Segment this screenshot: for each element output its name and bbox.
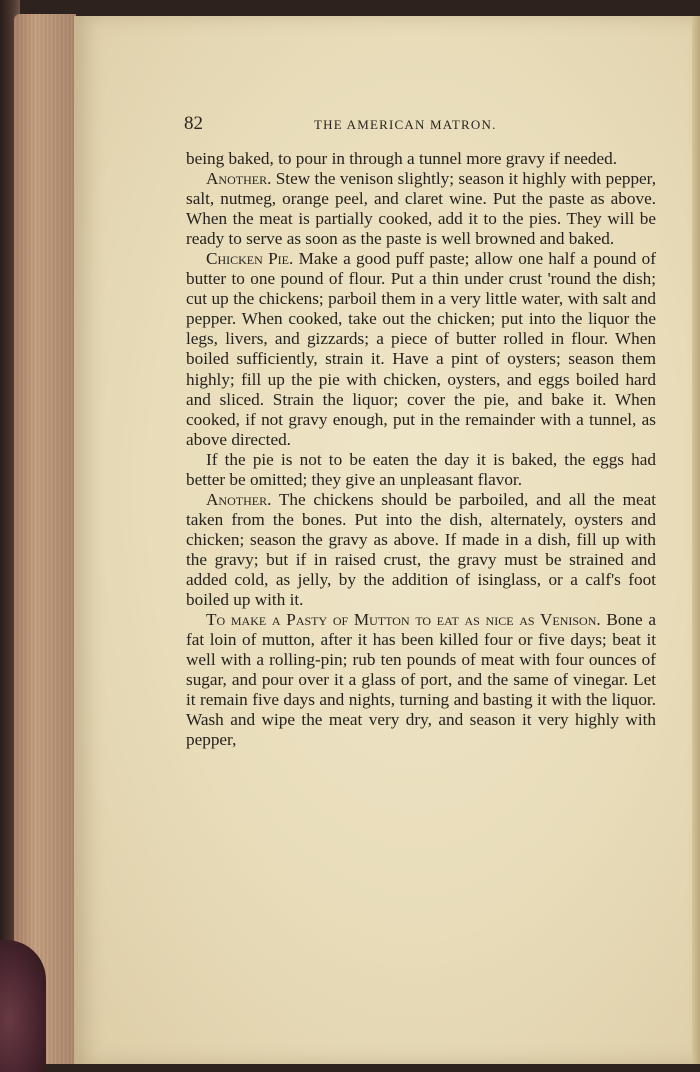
paragraph	[186, 149, 656, 169]
paragraph-text: Make a good puff paste; allow one half a pound of butter to one pound of flour. Put a thin under crust 'round the dish; cut up the chickens; parboil them in a very little water, with salt and pepper. When cooked, take out the chicken; put into the liquor the legs, livers, and gizzards; a piece of butter rolled in flour. When boiled sufficiently, strain it. Have a pint of oysters; season them highly; fill up the pie with chicken, oysters, and eggs boiled hard and sliced. Strain the liquor; cover the pie, and bake it. When cooked, if not gravy enough, put in the remainder with a tunnel, as above directed.	[186, 249, 656, 449]
paragraph-text: If the pie is not to be eaten the day it is baked, the eggs had better be omitted; they give an unpleasant flavor.	[186, 449, 656, 489]
page-edges	[14, 14, 76, 1064]
paragraph-text: Stew the venison slightly; season it highly with pepper, salt, nutmeg, orange peel, and claret wine. Put the paste as above. When the meat is partially cooked, add it to the pies. They will be ready to serve as soon as the paste is well browned and baked.	[186, 169, 656, 249]
paragraph-heading: Another.	[206, 489, 272, 509]
paragraph	[186, 490, 656, 610]
running-head: THE AMERICAN MATRON.	[314, 117, 497, 132]
page-header	[184, 113, 654, 137]
paragraph	[186, 450, 656, 490]
page-right-edge	[692, 16, 700, 1064]
paragraph	[186, 610, 656, 750]
paragraph-text: being baked, to pour in through a tunnel more gravy if needed.	[186, 149, 617, 168]
page-number: 82	[184, 113, 203, 134]
paragraph	[186, 169, 656, 249]
paragraph-heading: Another.	[206, 169, 272, 189]
paragraph-text: The chickens should be parboiled, and all the meat taken from the bones. Put into the dish, alternately, oysters and chicken; season the gravy as above. If made in a dish, fill up with the gravy; but if in raised crust, the gravy must be strained and added cold, as jelly, by the addition of isinglass, or a calf's foot boiled up with it.	[186, 489, 656, 610]
paragraph	[186, 249, 656, 449]
top-border	[0, 0, 700, 16]
paragraph-heading: Chicken Pie.	[206, 249, 294, 269]
paragraph-text: Bone a fat loin of mutton, after it has been killed four or five days; beat it well with a rolling-pin; rub ten pounds of meat with four ounces of sugar, and pour over it a glass of port, and the same of vinegar. Let it remain five days and nights, turning and basting it with the liquor. Wash and wipe the meat very dry, and season it very highly with pepper,	[186, 610, 656, 750]
paragraph-heading: To make a Pasty of Mutton to eat as nice as Venison.	[206, 610, 601, 630]
book-cover-corner	[0, 940, 46, 1072]
body-text	[186, 149, 656, 750]
